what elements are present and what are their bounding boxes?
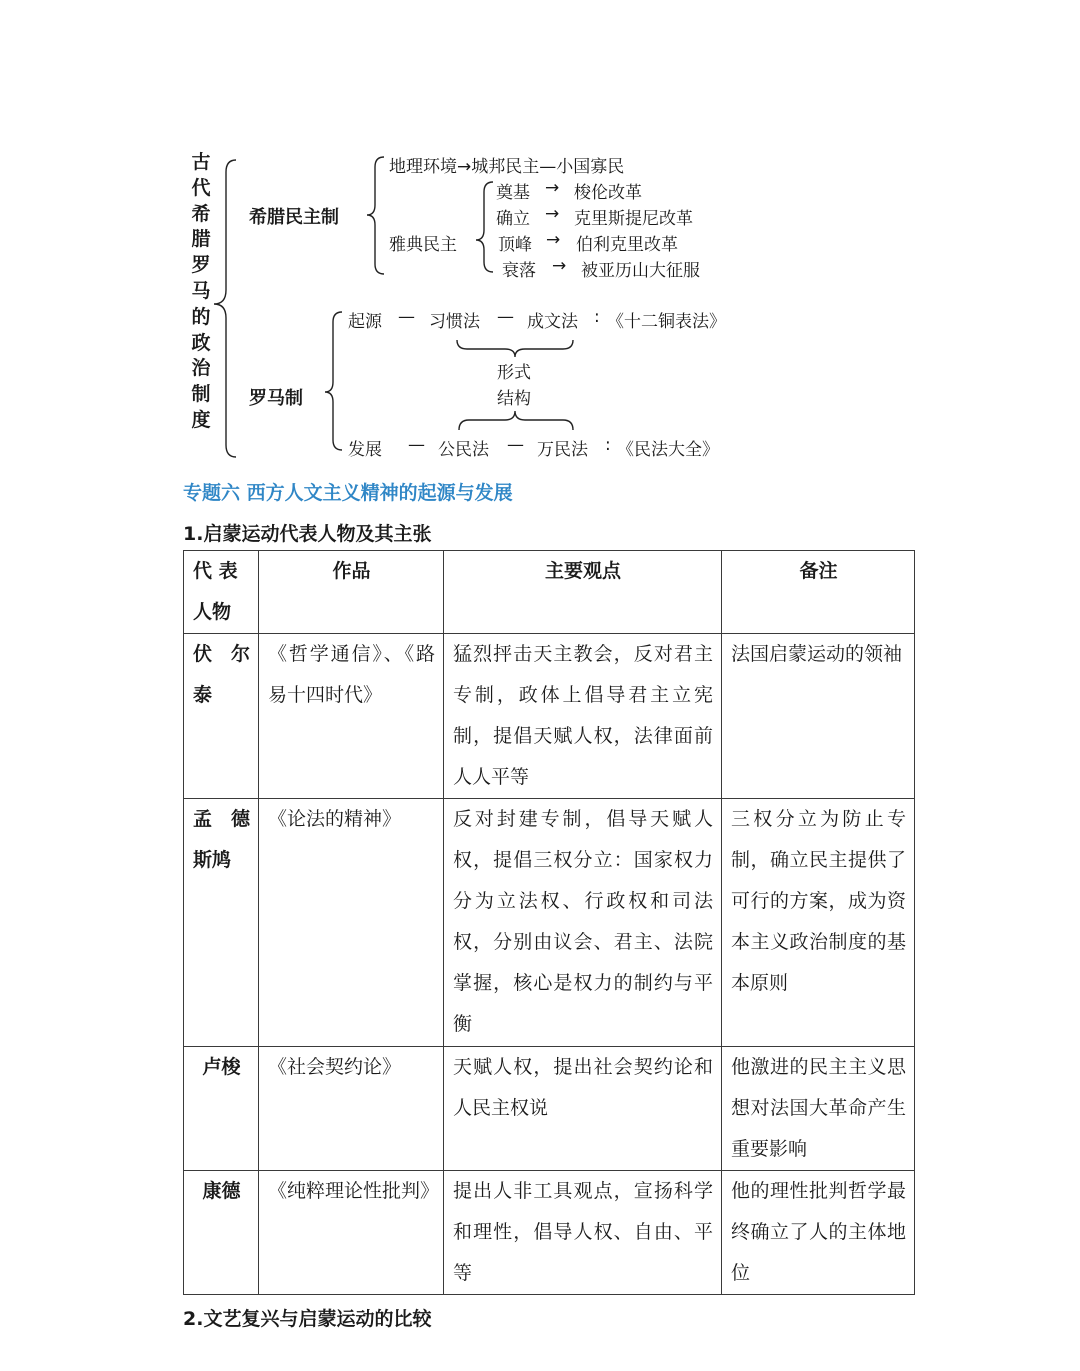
written-law: 成文法 [527,312,578,332]
rome-development-label: 发展 [348,440,382,460]
figure-views: 反对封建专制，倡导天赋人权，提倡三权分立：国家权力分为立法权、行政权和司法权，分别由议会、君主、法院掌握，核心是权力的制约与平衡 [444,799,722,1047]
table-row [184,799,915,1047]
dash: — [408,435,425,455]
enlightenment-figures-table [183,550,915,1295]
figure-name: 卢梭 [184,1047,259,1171]
dash: — [497,307,514,327]
table-row [184,1047,915,1171]
arrow-icon: → [552,256,567,276]
dash: — [507,435,524,455]
title-char: 的 [191,305,211,328]
athens-stage: 奠基 [496,183,530,203]
figure-notes: 三权分立为防止专制，确立民主提供了可行的方案，成为资本主义政治制度的基本原则 [722,799,915,1047]
athens-stage: 衰落 [502,261,536,281]
table-header-row [184,551,915,634]
title-char: 政 [191,331,211,354]
structure-label: 结构 [497,389,531,409]
form-label: 形式 [497,363,531,383]
title-char: 治 [191,357,211,380]
diagram-vertical-title [188,150,214,434]
citizen-law: 公民法 [438,440,489,460]
corpus-juris-civilis: 《民法大全》 [617,440,719,460]
figure-notes: 他的理性批判哲学最终确立了人的主体地位 [722,1171,915,1295]
title-char: 古 [191,151,211,173]
arrow-icon: → [546,230,561,250]
title-char: 希 [191,202,211,225]
dash: — [398,307,415,327]
athens-reform: 伯利克里改革 [576,235,678,255]
title-char: 马 [191,279,211,302]
figure-name: 孟 德 斯鸠 [184,799,259,1047]
figure-views: 天赋人权，提出社会契约论和人民主权说 [444,1047,722,1171]
table-row [184,634,915,799]
arrow-icon: → [545,178,560,198]
title-char: 腊 [191,228,211,251]
section-heading-comparison: 2.文艺复兴与启蒙运动的比较 [183,1308,432,1330]
title-char: 罗 [191,254,211,277]
athens-reform: 被亚历山大征服 [581,261,700,281]
colon: : [594,307,600,327]
figure-works: 《哲学通信》、《路易十四时代》 [259,634,444,799]
column-header: 主要观点 [444,551,722,634]
arrow-icon: → [545,204,560,224]
column-header: 备注 [722,551,915,634]
title-char: 代 [191,176,211,199]
figure-works: 《社会契约论》 [259,1047,444,1171]
twelve-tables: 《十二铜表法》 [607,312,726,332]
diagram-brackets [0,0,1080,470]
athens-stage: 顶峰 [498,235,532,255]
section-heading-enlightenment: 1.启蒙运动代表人物及其主张 [183,523,432,545]
political-system-diagram [0,0,1080,470]
greece-label: 希腊民主制 [249,207,339,228]
title-char: 制 [191,383,211,406]
figure-works: 《纯粹理论性批判》 [259,1171,444,1295]
figure-name: 康德 [184,1171,259,1295]
greece-geography: 地理环境→城邦民主—小国寡民 [389,157,625,177]
column-header: 作品 [259,551,444,634]
figure-views: 提出人非工具观点，宣扬科学和理性，倡导人权、自由、平等 [444,1171,722,1295]
athens-stage: 确立 [496,209,530,229]
title-char: 度 [191,408,211,431]
customary-law: 习惯法 [429,312,480,332]
topic-heading: 专题六 西方人文主义精神的起源与发展 [183,482,513,504]
figure-notes: 他激进的民主主义思想对法国大革命产生重要影响 [722,1047,915,1171]
rome-label: 罗马制 [249,388,303,409]
law-of-nations: 万民法 [537,440,588,460]
colon: : [605,435,611,455]
rome-origin-label: 起源 [348,312,382,332]
figure-name: 伏 尔 泰 [184,634,259,799]
table-row [184,1171,915,1295]
athens-label: 雅典民主 [389,235,457,255]
column-header: 代 表 人物 [184,551,259,634]
figure-notes: 法国启蒙运动的领袖 [722,634,915,799]
athens-reform: 克里斯提尼改革 [574,209,693,229]
figure-works: 《论法的精神》 [259,799,444,1047]
athens-reform: 梭伦改革 [574,183,642,203]
figure-views: 猛烈抨击天主教会，反对君主专制，政体上倡导君主立宪制，提倡天赋人权，法律面前人人平等 [444,634,722,799]
